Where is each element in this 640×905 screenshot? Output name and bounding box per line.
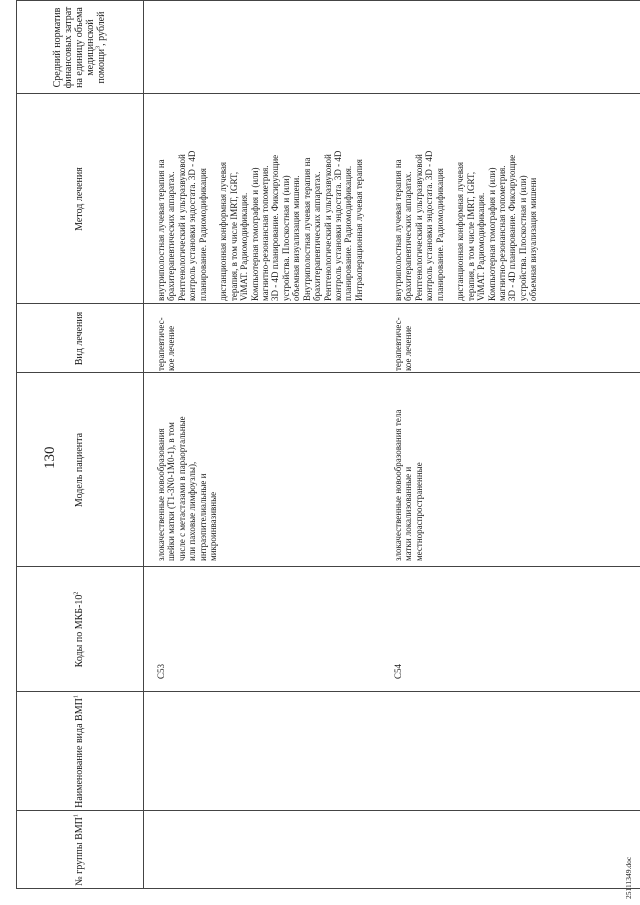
header-avg-cost-text: Средний норматив финансовых затрат на единицу объема медицинской помощи <box>51 6 107 89</box>
row-c53-patient-model: злокачественные новообразования шейки матки (T1-3N0-1M0-1), в том числе с метастазами в параортальные или паховые лимфоузлы), интраэпителиальные и микроинвазивные <box>156 416 219 561</box>
row-c54-mkb-code: C54 <box>393 663 403 679</box>
row-c53-treatment-method: внутриполостная лучевая терапия на брахитерапевтических аппаратах. Рентгенологический и ультразвуковой контроль установки эндостата. 3D - 4D планирование. Радиомодификация дистанционная конформная лучевая терапия, в том числе IMRT, IGRT, ViMAT. Радиомодификация. Компьютерная томография и (или) магнитно-резонансная топометрия. 3D - 4D планирование. Фиксирующие устройства. Плоскостная и (или) объемная визуализация мишени. Внутриполостная лучевая терапия на брахитерапевтических аппаратах. Рентгенологический и ультразвуковой контроль установки эндостата. 3D - 4D планирование. Радиомодификация. Интраоперационная лучевая терапия <box>156 150 364 301</box>
header-group-no-text: № группы ВМП <box>73 817 85 886</box>
header-avg-cost <box>20 3 138 92</box>
header-patient-model-text: Модель пациента <box>73 432 85 508</box>
header-treatment-type-text: Вид лечения <box>73 311 85 366</box>
header-avg-cost-tail: , рублей <box>95 11 107 46</box>
header-avg-cost-sup: 3 <box>95 45 102 49</box>
header-bottom-border <box>143 1 144 889</box>
row-c54-patient-model: злокачественные новообразования тела матки локализованные и местнораспространенные <box>393 409 424 561</box>
header-group-no <box>20 811 138 889</box>
header-group-no-sup: 1 <box>73 814 80 818</box>
footer-filename: 25111349.doc <box>624 856 633 899</box>
header-patient-model <box>20 373 138 567</box>
row-c54-treatment-type: терапевтичес- кое лечение <box>393 317 414 371</box>
row-c53-mkb-code: C53 <box>156 663 166 679</box>
page-number: 130 <box>42 446 58 469</box>
header-vmp-name <box>20 692 138 811</box>
header-vmp-name-text: Наименование вида ВМП <box>73 698 85 808</box>
header-treatment-method <box>20 94 138 304</box>
header-vmp-name-sup: 1 <box>73 695 80 699</box>
header-mkb-codes-sup: 2 <box>73 591 80 595</box>
header-treatment-type <box>20 304 138 373</box>
row-c54-treatment-method: внутриполостная лучевая терапия на брахитерапевтических аппаратах. Рентгенологический и ультразвуковой контроль установки эндостата. 3D - 4D планирование. Радиомодификация дистанционная конформная лучевая терапия, в том числе IMRT, IGRT, ViMAT. Радиомодификация. Компьютерная томография и (или) магнитно-резонансная топометрия. 3D - 4D планирование. Фиксирующие устройства. Плоскостная и (или) объемная визуализация мишени <box>393 150 539 301</box>
header-treatment-method-text: Метод лечения <box>73 167 85 231</box>
col-divider-8 <box>16 0 640 1</box>
row-c53-treatment-type: терапевтичес- кое лечение <box>156 317 177 371</box>
table-top-border <box>16 1 17 889</box>
header-mkb-codes-text: Коды по МКБ-10 <box>73 594 85 668</box>
header-mkb-codes <box>20 567 138 692</box>
